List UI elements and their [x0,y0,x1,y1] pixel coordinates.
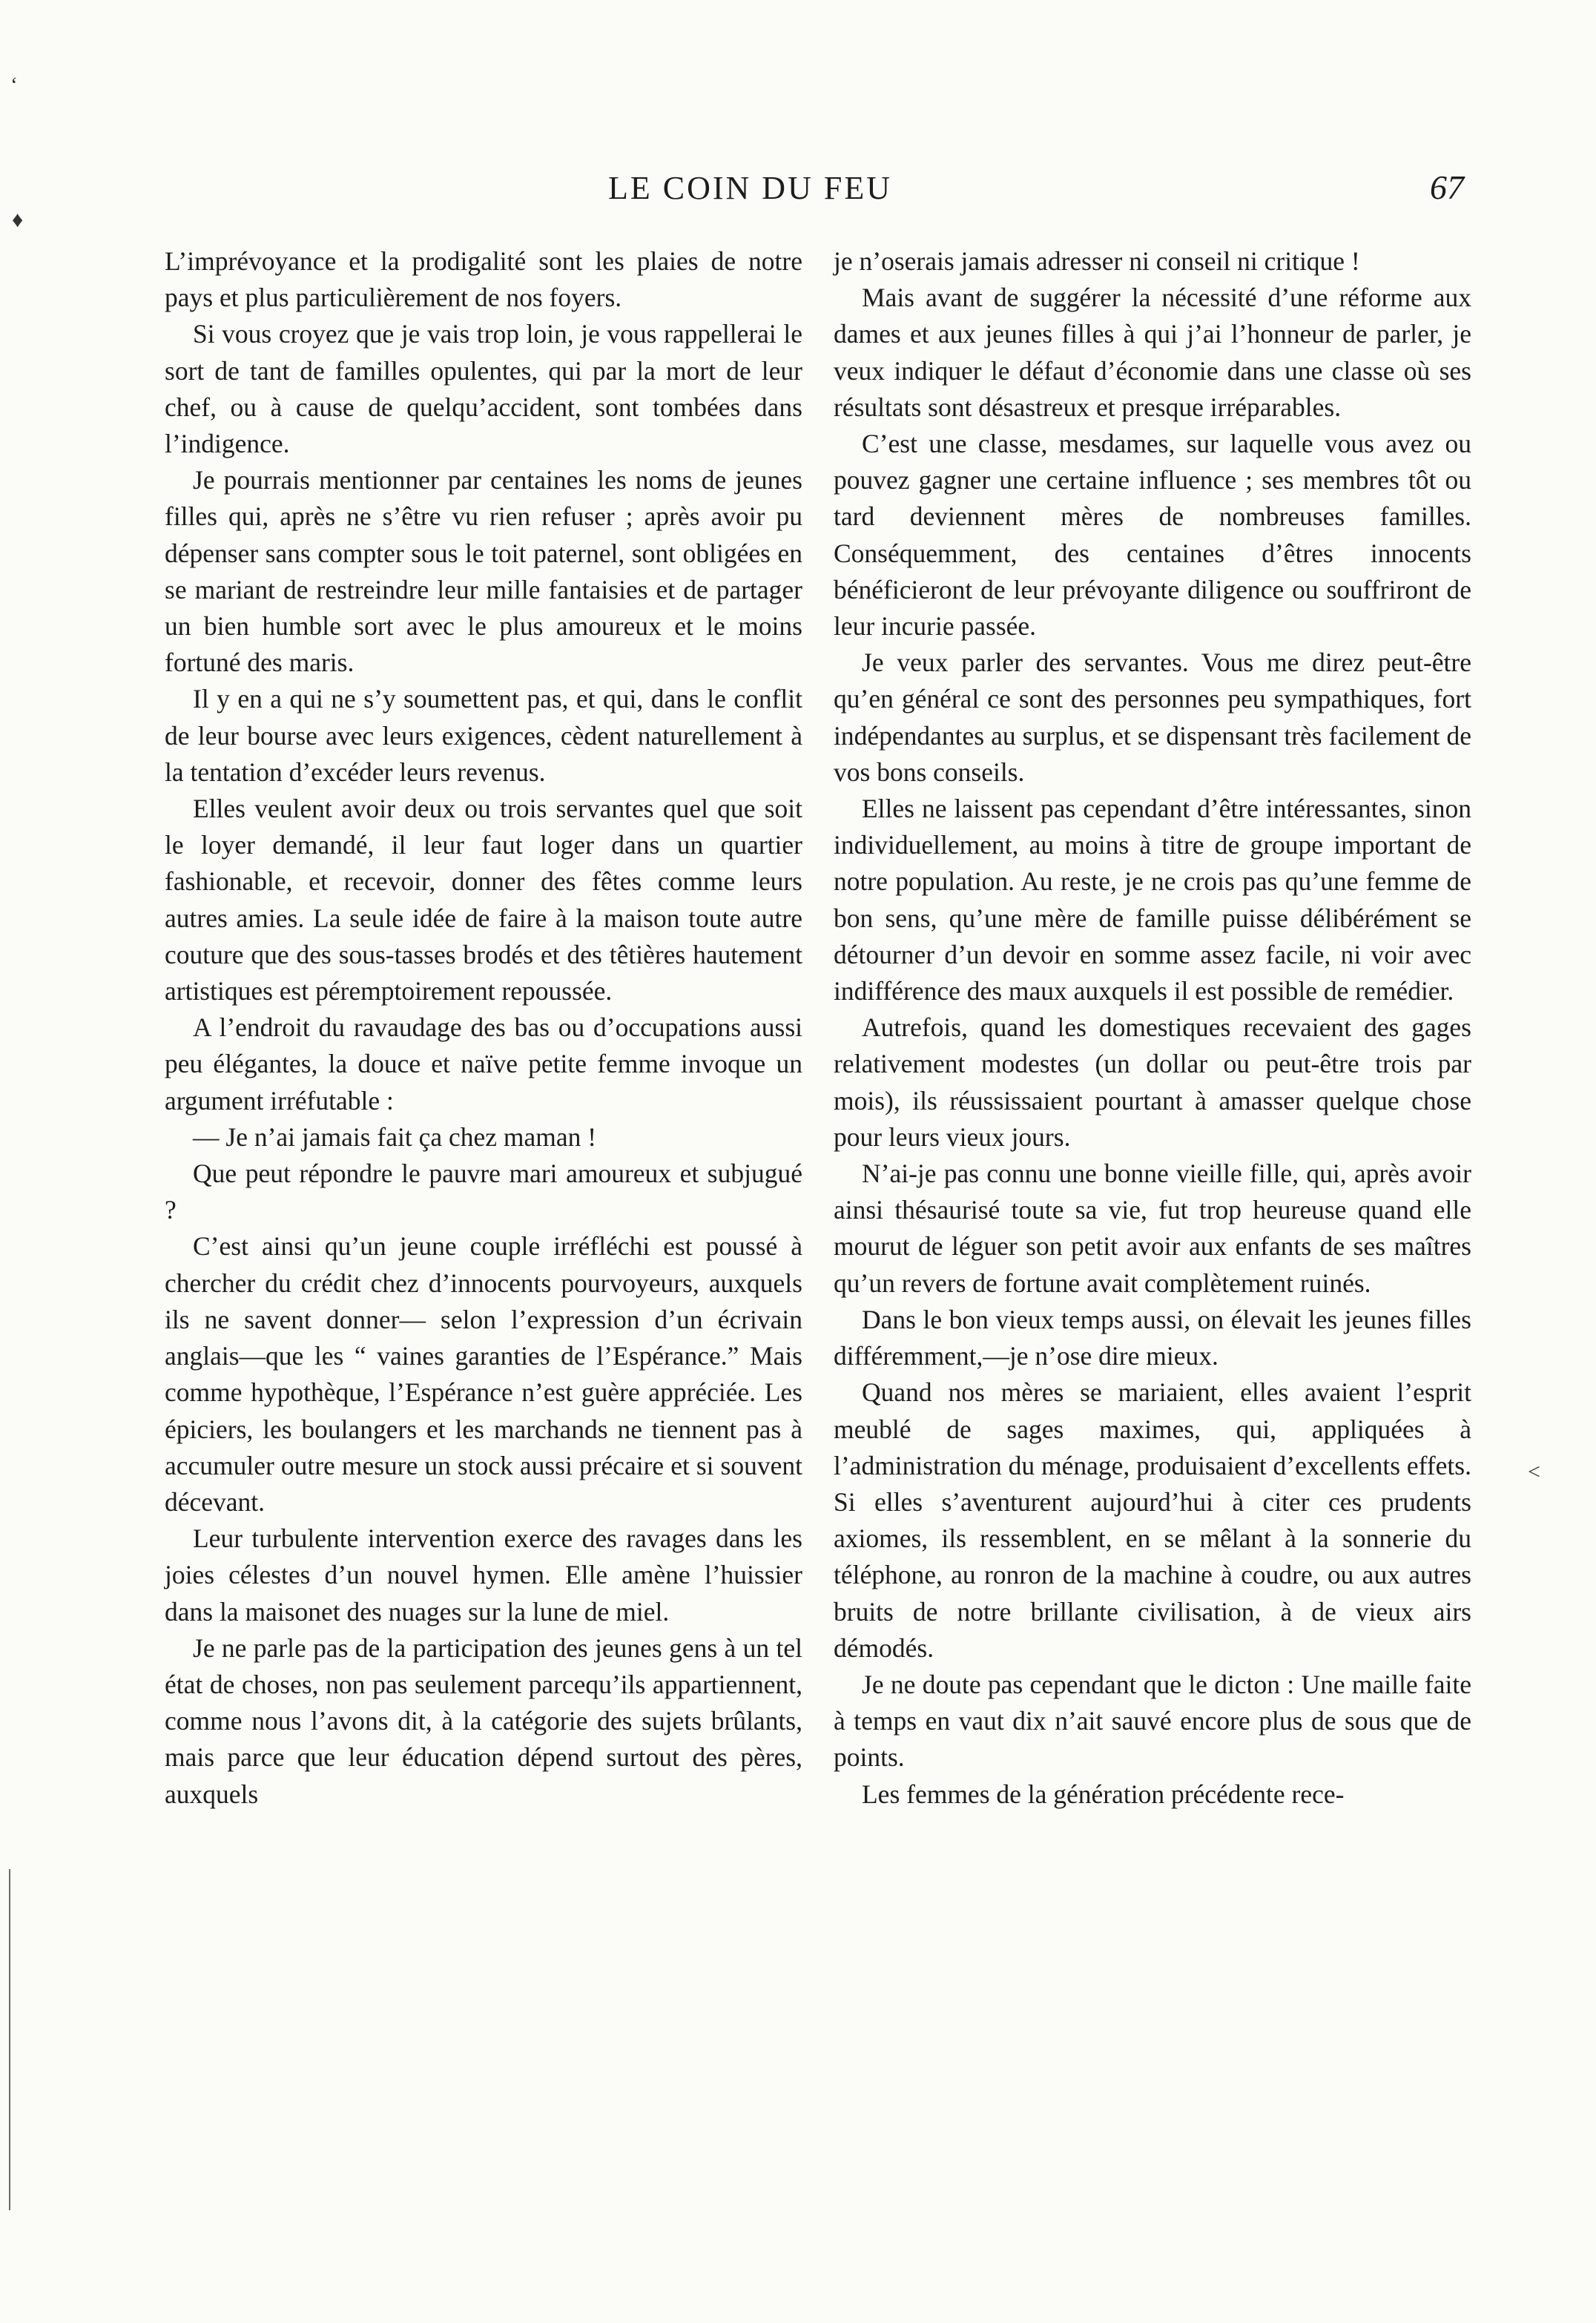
paragraph: C’est ainsi qu’un jeune couple irréfléchi est poussé à chercher du crédit chez d’innocents pourvoyeurs, auxquels ils ne savent donner— selon l’expression d’un écrivain anglais—que les “ vaines garanties de l’Espérance.” Mais comme hypothèque, l’Espérance n’est guère appréciée. Les épiciers, les boulangers et les marchands ne tiennent pas à accumuler outre mesure un stock aussi précaire et si souvent décevant. [165,1231,802,1517]
paragraph: Mais avant de suggérer la nécessité d’une réforme aux dames et aux jeunes filles à qui j’ai l’honneur de parler, je veux indiquer le défaut d’économie dans une classe où ses résultats sont désastreux et presque irréparables. [834,283,1471,422]
paragraph: je n’oserais jamais adresser ni conseil ni critique ! [834,246,1360,276]
dialogue-line: — Je n’ai jamais fait ça chez maman ! [193,1121,597,1152]
paragraph: Elles veulent avoir deux ou trois servantes quel que soit le loyer demandé, il leur faut loger dans un quartier fashionable, et recevoir, donner des fêtes comme leurs autres amies. La seule idée de faire à la maison toute autre couture que des sous-tasses brodés et des têtières hautement artistiques est péremptoirement repoussée. [165,794,802,1006]
paragraph: N’ai-je pas connu une bonne vieille fille, qui, après avoir ainsi thésaurisé toute sa vie, fut trop heureuse quand elle mourut de léguer son petit avoir aux enfants de ses maîtres qu’un revers de fortune avait complètement ruinés. [834,1159,1471,1298]
paragraph: Autrefois, quand les domestiques recevaient des gages relativement modestes (un dollar ou peut-être trois par mois), ils réussissaient pourtant à amasser quelque chose pour leurs vieux jours. [834,1012,1471,1152]
running-title: LE COIN DU FEU [608,170,892,206]
paragraph: Dans le bon vieux temps aussi, on élevait les jeunes filles différemment,—je n’ose dire mieux. [834,1304,1471,1371]
paragraph: Il y en a qui ne s’y soumettent pas, et qui, dans le conflit de leur bourse avec leurs exigences, cèdent naturellement à la tentation d’excéder leurs revenus. [165,684,802,787]
scan-edge-line [9,1869,10,2210]
right-column [834,243,1471,1813]
paragraph: Je ne doute pas cependant que le dicton : Une maille faite à temps en vaut dix n’ait sauvé encore plus de sous que de points. [834,1669,1471,1773]
paragraph: A l’endroit du ravaudage des bas ou d’occupations aussi peu élégantes, la douce et naïve petite femme invoque un argument irréfutable : [165,1012,802,1116]
scan-speck: ‘ [10,73,18,97]
paragraph: Que peut répondre le pauvre mari amoureux et subjugué ? [165,1159,802,1225]
page-number: 67 [1430,168,1464,206]
paragraph: C’est une classe, mesdames, sur laquelle vous avez ou pouvez gagner une certaine influence ; ses membres tôt ou tard deviennent mères de nombreuses familles. Conséquemment, des centaines d’êtres innocents bénéficieront de leur prévoyante diligence ou souffriront de leur incurie passée. [834,429,1471,642]
scan-speck: ♦ [12,208,24,232]
scan-speck: ˂ [1528,1460,1540,1484]
paragraph: Leur turbulente intervention exerce des ravages dans les joies célestes d’un nouvel hymen. Elle amène l’huissier dans la maisonet des nuages sur la lune de miel. [165,1523,802,1627]
paragraph: Si vous croyez que je vais trop loin, je vous rappellerai le sort de tant de familles opulentes, qui par la mort de leur chef, ou à cause de quelqu’accident, sont tombées dans l’indigence. [165,319,802,459]
paragraph: L’imprévoyance et la prodigalité sont les plaies de notre pays et plus particulièrement de nos foyers. [165,246,802,313]
left-column [165,243,802,1813]
paragraph: Quand nos mères se mariaient, elles avaient l’esprit meublé de sages maximes, qui, appliquées à l’administration du ménage, produisaient d’excellents effets. Si elles s’aventurent aujourd’hui à citer ces prudents axiomes, ils ressemblent, en se mêlant à la sonnerie du téléphone, au ronron de la machine à coudre, ou aux autres bruits de notre brillante civilisation, à de vieux airs démodés. [834,1377,1471,1663]
paragraph: Je ne parle pas de la participation des jeunes gens à un tel état de choses, non pas seulement parcequ’ils appartiennent, comme nous l’avons dit, à la catégorie des sujets brûlants, mais parce que leur éducation dépend surtout des pères, auxquels [165,1632,802,1809]
paragraph: Je veux parler des servantes. Vous me direz peut-être qu’en général ce sont des personnes peu sympathiques, fort indépendantes au surplus, et se dispensant très facilement de vos bons conseils. [834,648,1471,787]
paragraph: Les femmes de la génération précédente rece- [862,1779,1345,1809]
paragraph: Elles ne laissent pas cependant d’être intéressantes, sinon individuellement, au moins à titre de groupe important de notre population. Au reste, je ne crois pas qu’une femme de bon sens, qu’une mère de famille puisse délibérément se détourner d’un devoir en somme assez facile, ni voir avec indifférence des maux auxquels il est possible de remédier. [834,794,1471,1006]
paragraph: Je pourrais mentionner par centaines les noms de jeunes filles qui, après ne s’être vu rien refuser ; après avoir pu dépenser sans compter sous le toit paternel, sont obligées en se mariant de restreindre leur mille fantaisies et de partager un bien humble sort avec le plus amoureux et le moins fortuné des maris. [165,465,802,678]
